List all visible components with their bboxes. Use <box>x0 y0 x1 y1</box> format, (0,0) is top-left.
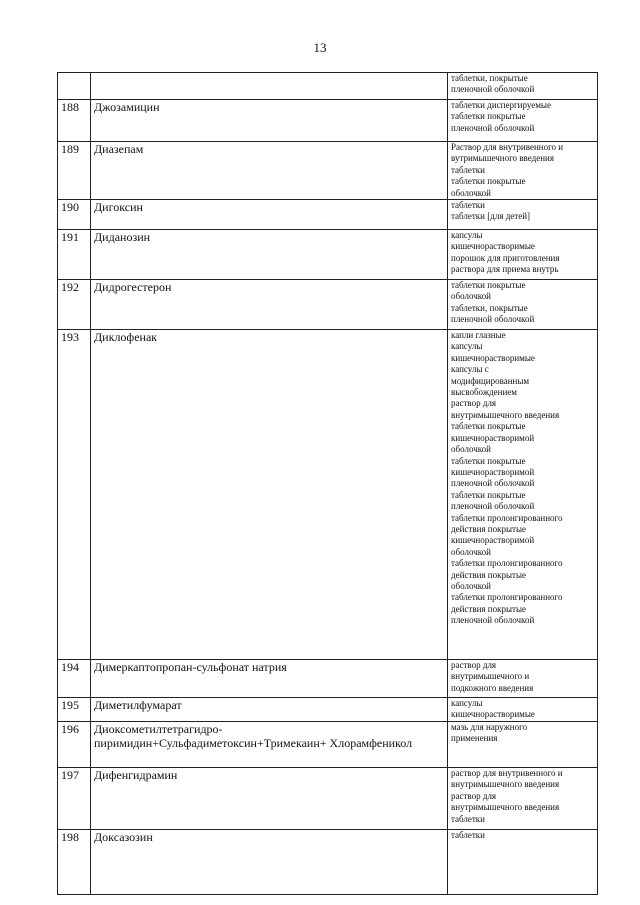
row-number: 193 <box>58 330 91 660</box>
dosage-form-line: таблетки <box>451 830 486 841</box>
dosage-forms <box>448 280 598 330</box>
dosage-form-line: пленочной оболочкой <box>451 478 535 489</box>
dosage-form-line: пленочной оболочкой <box>451 615 535 626</box>
dosage-form-line: порошок для приготовления <box>451 252 560 263</box>
dosage-form-line: раствора для приема внутрь <box>451 264 559 275</box>
drug-table <box>57 72 598 895</box>
table-row <box>58 142 598 200</box>
dosage-forms <box>448 142 598 200</box>
row-number <box>58 73 91 100</box>
dosage-form-line: таблетки [для детей] <box>451 211 531 222</box>
table-row <box>58 698 598 722</box>
dosage-form-line: таблетки <box>451 164 486 175</box>
dosage-form-line: кишечнорастворимые <box>451 352 535 363</box>
dosage-form-line: таблетки, покрытые <box>451 73 528 83</box>
row-number: 196 <box>58 722 91 768</box>
dosage-form-line: таблетки покрытые <box>451 455 526 466</box>
dosage-form-line: кишечнорастворимой <box>451 432 535 443</box>
row-number: 191 <box>58 230 91 280</box>
drug-name: Дигоксин <box>91 200 448 230</box>
dosage-forms <box>448 768 598 830</box>
drug-name <box>91 73 448 100</box>
dosage-form-line: оболочкой <box>451 580 491 591</box>
dosage-form-line: кишечнорастворимой <box>451 535 535 546</box>
dosage-form-line: внутримышечного введения <box>451 802 560 813</box>
dosage-form-line: таблетки покрытые <box>451 489 526 500</box>
dosage-form-line: оболочкой <box>451 546 491 557</box>
drug-name: Доксазозин <box>91 830 448 895</box>
dosage-form-line: таблетки пролонгированного <box>451 512 563 523</box>
dosage-form-line: капли глазные <box>451 330 506 341</box>
drug-name: Диметилфумарат <box>91 698 448 722</box>
row-number: 188 <box>58 100 91 142</box>
row-number: 194 <box>58 660 91 698</box>
drug-name: Дифенгидрамин <box>91 768 448 830</box>
dosage-forms <box>448 330 598 660</box>
table-row <box>58 722 598 768</box>
dosage-form-line: таблетки покрытые <box>451 421 526 432</box>
dosage-form-line: капсулы с <box>451 364 489 375</box>
drug-name: Диклофенак <box>91 330 448 660</box>
dosage-form-line: кишечнорастворимой <box>451 466 535 477</box>
dosage-form-line: оболочкой <box>451 444 491 455</box>
table-row <box>58 768 598 830</box>
dosage-form-line: внутримышечного введения <box>451 409 560 420</box>
dosage-form-line: пленочной оболочкой <box>451 84 535 95</box>
dosage-form-line: модифицированным <box>451 375 530 386</box>
dosage-form-line: действия покрытые <box>451 523 526 534</box>
drug-table-body <box>58 73 598 895</box>
table-row <box>58 200 598 230</box>
table-row <box>58 830 598 895</box>
dosage-form-line: пленочной оболочкой <box>451 314 535 325</box>
dosage-form-line: вутримышечного введения <box>451 153 554 164</box>
dosage-form-line: капсулы <box>451 230 483 241</box>
dosage-form-line: таблетки, покрытые <box>451 302 528 313</box>
dosage-form-line: таблетки диспергируемые <box>451 100 551 110</box>
drug-name: Джозамицин <box>91 100 448 142</box>
dosage-form-line: подкожного введения <box>451 682 534 693</box>
dosage-form-line: мазь для наружного <box>451 722 528 733</box>
dosage-form-line: раствор для <box>451 790 497 801</box>
drug-name: Диоксометилтетрагидро-пиримидин+Сульфадиметоксин+Тримекаин+ Хлорамфеникол <box>91 722 448 768</box>
dosage-form-line: Раствор для внутривенного и <box>451 142 564 152</box>
table-row <box>58 280 598 330</box>
dosage-form-line: таблетки пролонгированного <box>451 592 563 603</box>
dosage-form-line: раствор для <box>451 660 497 671</box>
table-row <box>58 230 598 280</box>
dosage-form-line: таблетки покрытые <box>451 176 526 187</box>
dosage-form-line: оболочкой <box>451 291 491 302</box>
table-row <box>58 100 598 142</box>
dosage-form-line: таблетки пролонгированного <box>451 558 563 569</box>
dosage-forms <box>448 73 598 100</box>
table-row <box>58 330 598 660</box>
dosage-form-line: оболочкой <box>451 187 491 198</box>
dosage-form-line: применения <box>451 733 498 744</box>
table-row <box>58 73 598 100</box>
dosage-form-line: пленочной оболочкой <box>451 501 535 512</box>
drug-name: Димеркаптопропан-сульфонат натрия <box>91 660 448 698</box>
page-number: 13 <box>313 40 327 55</box>
dosage-form-line: таблетки покрытые <box>451 280 526 291</box>
row-number: 197 <box>58 768 91 830</box>
dosage-form-line: капсулы <box>451 341 483 352</box>
row-number: 195 <box>58 698 91 722</box>
table-row <box>58 660 598 698</box>
dosage-forms <box>448 660 598 698</box>
drug-name: Дидрогестерон <box>91 280 448 330</box>
dosage-form-line: капсулы <box>451 698 483 709</box>
dosage-form-line: раствор для внутривенного и <box>451 768 563 779</box>
dosage-form-line: внутримышечного и <box>451 671 530 682</box>
dosage-form-line: таблетки покрытые <box>451 111 526 122</box>
row-number: 189 <box>58 142 91 200</box>
dosage-form-line: действия покрытые <box>451 569 526 580</box>
row-number: 192 <box>58 280 91 330</box>
dosage-form-line: высвобождением <box>451 387 517 398</box>
dosage-form-line: таблетки <box>451 200 486 211</box>
dosage-form-line: внутримышечного введения <box>451 779 560 790</box>
row-number: 198 <box>58 830 91 895</box>
dosage-forms <box>448 722 598 768</box>
dosage-form-line: таблетки <box>451 813 486 824</box>
drug-name: Диазепам <box>91 142 448 200</box>
dosage-forms <box>448 100 598 142</box>
dosage-forms <box>448 200 598 230</box>
dosage-forms <box>448 230 598 280</box>
dosage-forms <box>448 830 598 895</box>
row-number: 190 <box>58 200 91 230</box>
drug-name: Диданозин <box>91 230 448 280</box>
dosage-form-line: пленочной оболочкой <box>451 122 535 133</box>
dosage-form-line: действия покрытые <box>451 603 526 614</box>
dosage-form-line: кишечнорастворимые <box>451 241 535 252</box>
dosage-form-line: раствор для <box>451 398 497 409</box>
dosage-form-line: кишечнорастворимые <box>451 709 535 720</box>
dosage-forms <box>448 698 598 722</box>
